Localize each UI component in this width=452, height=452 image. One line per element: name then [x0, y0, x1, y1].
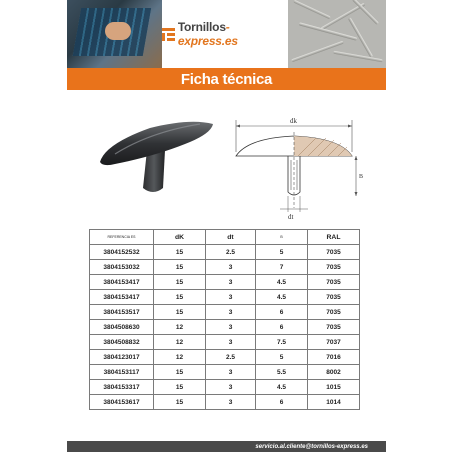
cell-dk: 12 [154, 335, 206, 350]
cell-ral: 7037 [308, 335, 360, 350]
cell-ral: 7035 [308, 320, 360, 335]
table-row [90, 395, 360, 410]
table-row [90, 335, 360, 350]
cell-dk: 15 [154, 290, 206, 305]
spec-table [89, 229, 360, 410]
table-row [90, 305, 360, 320]
cell-dt: 3 [206, 290, 256, 305]
cell-ral: 8002 [308, 365, 360, 380]
brand-logo [162, 20, 288, 48]
col-header-reference: REFERENCIA ES [90, 230, 154, 245]
cap-product-photo [95, 110, 215, 200]
cell-b: 4.5 [256, 290, 308, 305]
brand-name-suffix: -express.es [177, 20, 238, 48]
cell-dt: 3 [206, 380, 256, 395]
page-footer [67, 441, 386, 452]
dim-label-b: B [359, 174, 364, 180]
table-row [90, 365, 360, 380]
page-title: Ficha técnica [180, 70, 273, 88]
cell-reference: 3804153317 [90, 380, 154, 395]
cell-reference: 3804123017 [90, 350, 154, 365]
cell-b: 5.5 [256, 365, 308, 380]
cell-ral: 7035 [308, 260, 360, 275]
cell-reference: 3804153032 [90, 260, 154, 275]
cell-ral: 7035 [308, 245, 360, 260]
cell-b: 5 [256, 245, 308, 260]
table-row [90, 350, 360, 365]
cell-dt: 3 [206, 335, 256, 350]
dim-label-dk: dk [290, 117, 297, 125]
cell-ral: 7035 [308, 275, 360, 290]
cell-dk: 15 [154, 305, 206, 320]
header-photo-screws [288, 0, 386, 68]
table-row [90, 380, 360, 395]
brand-mark-icon [162, 28, 175, 41]
cell-reference: 3804153417 [90, 290, 154, 305]
cell-dk: 15 [154, 365, 206, 380]
header-photo-workshop [67, 0, 162, 68]
cell-dk: 15 [154, 275, 206, 290]
cell-reference: 3804153617 [90, 395, 154, 410]
cell-dk: 12 [154, 350, 206, 365]
title-banner [67, 68, 386, 90]
cell-b: 6 [256, 320, 308, 335]
cell-dt: 2.5 [206, 245, 256, 260]
col-header-b: B [256, 230, 308, 245]
cell-dk: 15 [154, 395, 206, 410]
table-row [90, 260, 360, 275]
cell-dt: 3 [206, 275, 256, 290]
cell-ral: 7016 [308, 350, 360, 365]
col-header-dk: dK [154, 230, 206, 245]
table-row [90, 275, 360, 290]
brand-name [178, 20, 288, 48]
cell-b: 7.5 [256, 335, 308, 350]
cell-dt: 3 [206, 260, 256, 275]
footer-email-link[interactable]: servicio.al.cliente@tornillos-express.es [255, 443, 368, 450]
table-row [90, 290, 360, 305]
page-header [67, 0, 386, 68]
cell-dt: 2.5 [206, 350, 256, 365]
cell-dk: 15 [154, 260, 206, 275]
cell-reference: 3804508630 [90, 320, 154, 335]
cell-reference: 3804153117 [90, 365, 154, 380]
cell-b: 6 [256, 305, 308, 320]
cell-b: 4.5 [256, 380, 308, 395]
cell-b: 6 [256, 395, 308, 410]
cell-reference: 3804153417 [90, 275, 154, 290]
cell-reference: 3804152532 [90, 245, 154, 260]
cell-ral: 7035 [308, 305, 360, 320]
cell-dt: 3 [206, 320, 256, 335]
cell-ral: 7035 [308, 290, 360, 305]
cell-dk: 15 [154, 245, 206, 260]
col-header-ral: RAL [308, 230, 360, 245]
table-row [90, 320, 360, 335]
cell-b: 4.5 [256, 275, 308, 290]
cell-ral: 1014 [308, 395, 360, 410]
table-header-row [90, 230, 360, 245]
dim-label-dt: dt [288, 213, 294, 221]
cell-dt: 3 [206, 365, 256, 380]
cell-reference: 3804153517 [90, 305, 154, 320]
cell-ral: 1015 [308, 380, 360, 395]
col-header-dt: dt [206, 230, 256, 245]
cell-dt: 3 [206, 305, 256, 320]
cell-dk: 12 [154, 320, 206, 335]
cap-technical-drawing [228, 112, 368, 222]
table-row [90, 245, 360, 260]
cell-b: 5 [256, 350, 308, 365]
brand-area [162, 0, 288, 68]
cell-dk: 15 [154, 380, 206, 395]
brand-name-main: Tornillos [177, 20, 226, 34]
cell-dt: 3 [206, 395, 256, 410]
cell-b: 7 [256, 260, 308, 275]
table-body [90, 245, 360, 410]
cell-reference: 3804508832 [90, 335, 154, 350]
